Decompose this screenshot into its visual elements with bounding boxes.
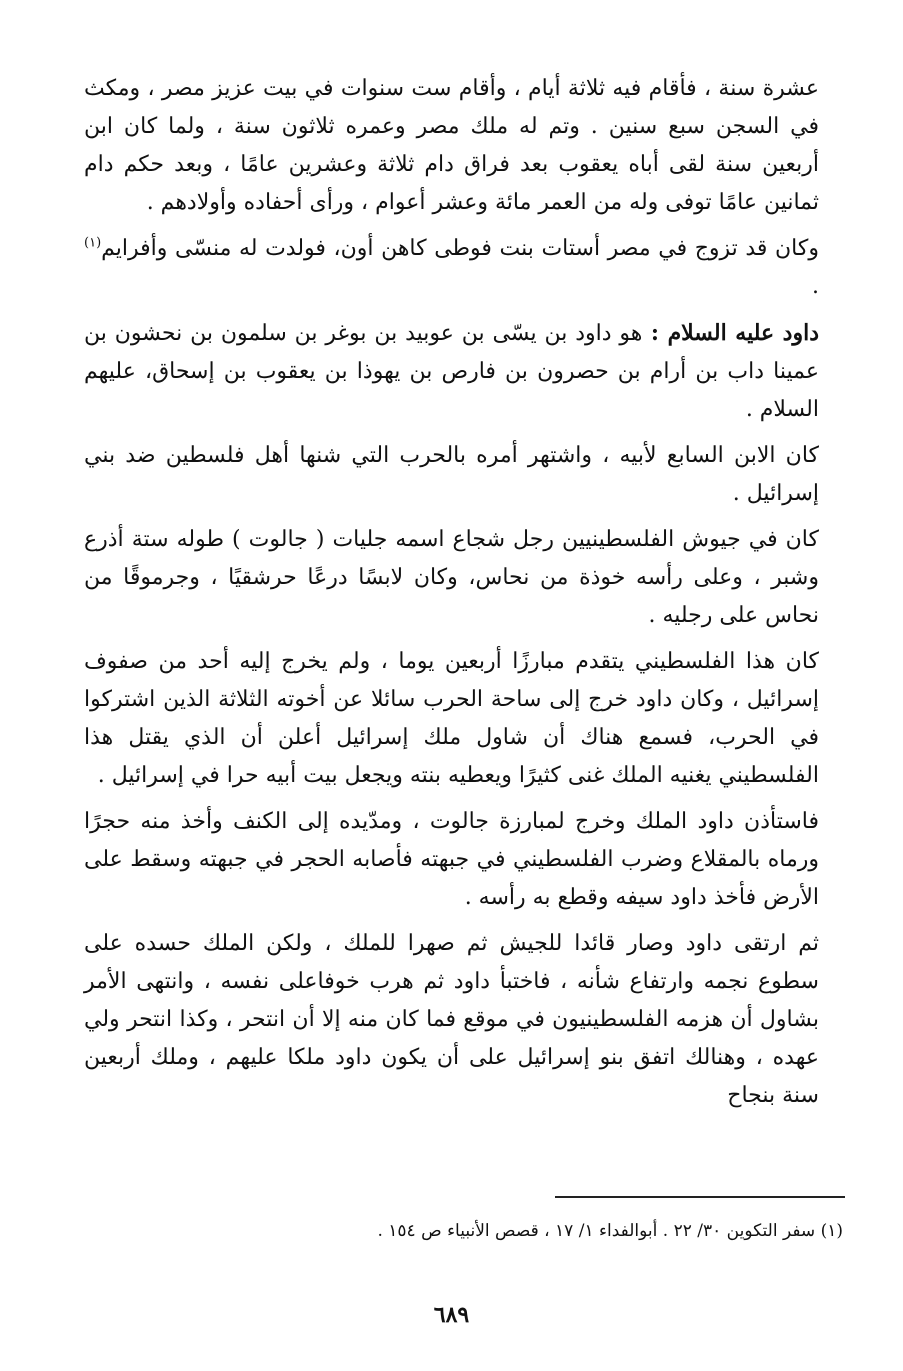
paragraph-text: هو داود بن يسّى بن عوبيد بن بوغر بن سلمون بن نحشون بن عمينا داب بن أرام بن حصرون بن فارص بن يهوذا بن يعقوب بن إسحاق، عليهم السلام .: [84, 321, 819, 422]
paragraph-1: [84, 70, 819, 222]
paragraph-7: [84, 803, 819, 917]
paragraph-text: كان في جيوش الفلسطينيين رجل شجاع اسمه جليات ( جالوت ) طوله ستة أذرع وشبر ، وعلى رأسه خوذة من نحاس، وكان لابسًا درعًا حرشقيًا ، وجرموقًا من نحاس على رجليه .: [84, 527, 819, 628]
paragraph-2: [84, 230, 819, 306]
page-number: ٦٨٩: [433, 1302, 470, 1328]
footnote-divider: [555, 1196, 845, 1198]
paragraph-text: عشرة سنة ، فأقام فيه ثلاثة أيام ، وأقام ست سنوات في بيت عزيز مصر ، ومكث في السجن سبع سنين . وتم له ملك مصر وعمره ثلاثون سنة ، ولما كان ابن أربعين سنة لقى أباه يعقوب بعد فراق دام ثلاثة وعشرين عامًا ، وبعد حكم دام ثمانين عامًا توفى وله من العمر مائة وعشر أعوام ، ورأى أحفاده وأولادهم .: [84, 76, 819, 215]
footnote-marker: (١): [84, 235, 102, 251]
paragraph-6: [84, 643, 819, 795]
paragraph-tail: .: [812, 274, 819, 299]
paragraph-text: كان هذا الفلسطيني يتقدم مبارزًا أربعين يوما ، ولم يخرج إليه أحد من صفوف إسرائيل ، وكان داود خرج إلى ساحة الحرب سائلا عن أخوته الثلاثة الذين اشتركوا في الحرب، فسمع هناك أن شاول ملك إسرائيل أعلن أن الذي يقتل هذا الفلسطيني يغنيه الملك غنى كثيرًا ويعطيه بنته ويجعل بيت أبيه حرا في إسرائيل .: [84, 649, 819, 788]
page-body: [84, 70, 819, 1123]
paragraph-text: فاستأذن داود الملك وخرج لمبارزة جالوت ، ومدّيده إلى الكنف وأخذ منه حجرًا ورماه بالمقلاع وضرب الفلسطيني في جبهته فأصابه الحجر في جبهته وسقط على الأرض فأخذ داود سيفه وقطع به رأسه .: [84, 809, 819, 910]
paragraph-8: [84, 925, 819, 1115]
footnote: (١) سفر التكوين ٣٠/ ٢٢ . أبوالفداء ١/ ١٧ ، قصص الأنبياء ص ١٥٤ .: [377, 1221, 843, 1241]
paragraph-4: [84, 437, 819, 513]
paragraph-5: [84, 521, 819, 635]
section-heading: داود عليه السلام :: [642, 320, 819, 346]
paragraph-text: كان الابن السابع لأبيه ، واشتهر أمره بالحرب التي شنها أهل فلسطين ضد بني إسرائيل .: [84, 443, 819, 506]
paragraph-text: ثم ارتقى داود وصار قائدا للجيش ثم صهرا للملك ، ولكن الملك حسده على سطوع نجمه وارتفاع شأنه ، فاختبأ داود ثم هرب خوفاعلى نفسه ، وانتهى الأمر بشاول أن هزمه الفلسطينيون في موقع فما كان منه إلا أن انتحر ، وكذا انتحر ولي عهده ، وهنالك اتفق بنو إسرائيل على أن يكون داود ملكا عليهم ، وملك أربعين سنة بنجاح: [84, 931, 819, 1108]
paragraph-text: وكان قد تزوج في مصر أستات بنت فوطى كاهن أون، فولدت له منسّى وأفرايم: [101, 236, 819, 261]
paragraph-3: [84, 314, 819, 429]
